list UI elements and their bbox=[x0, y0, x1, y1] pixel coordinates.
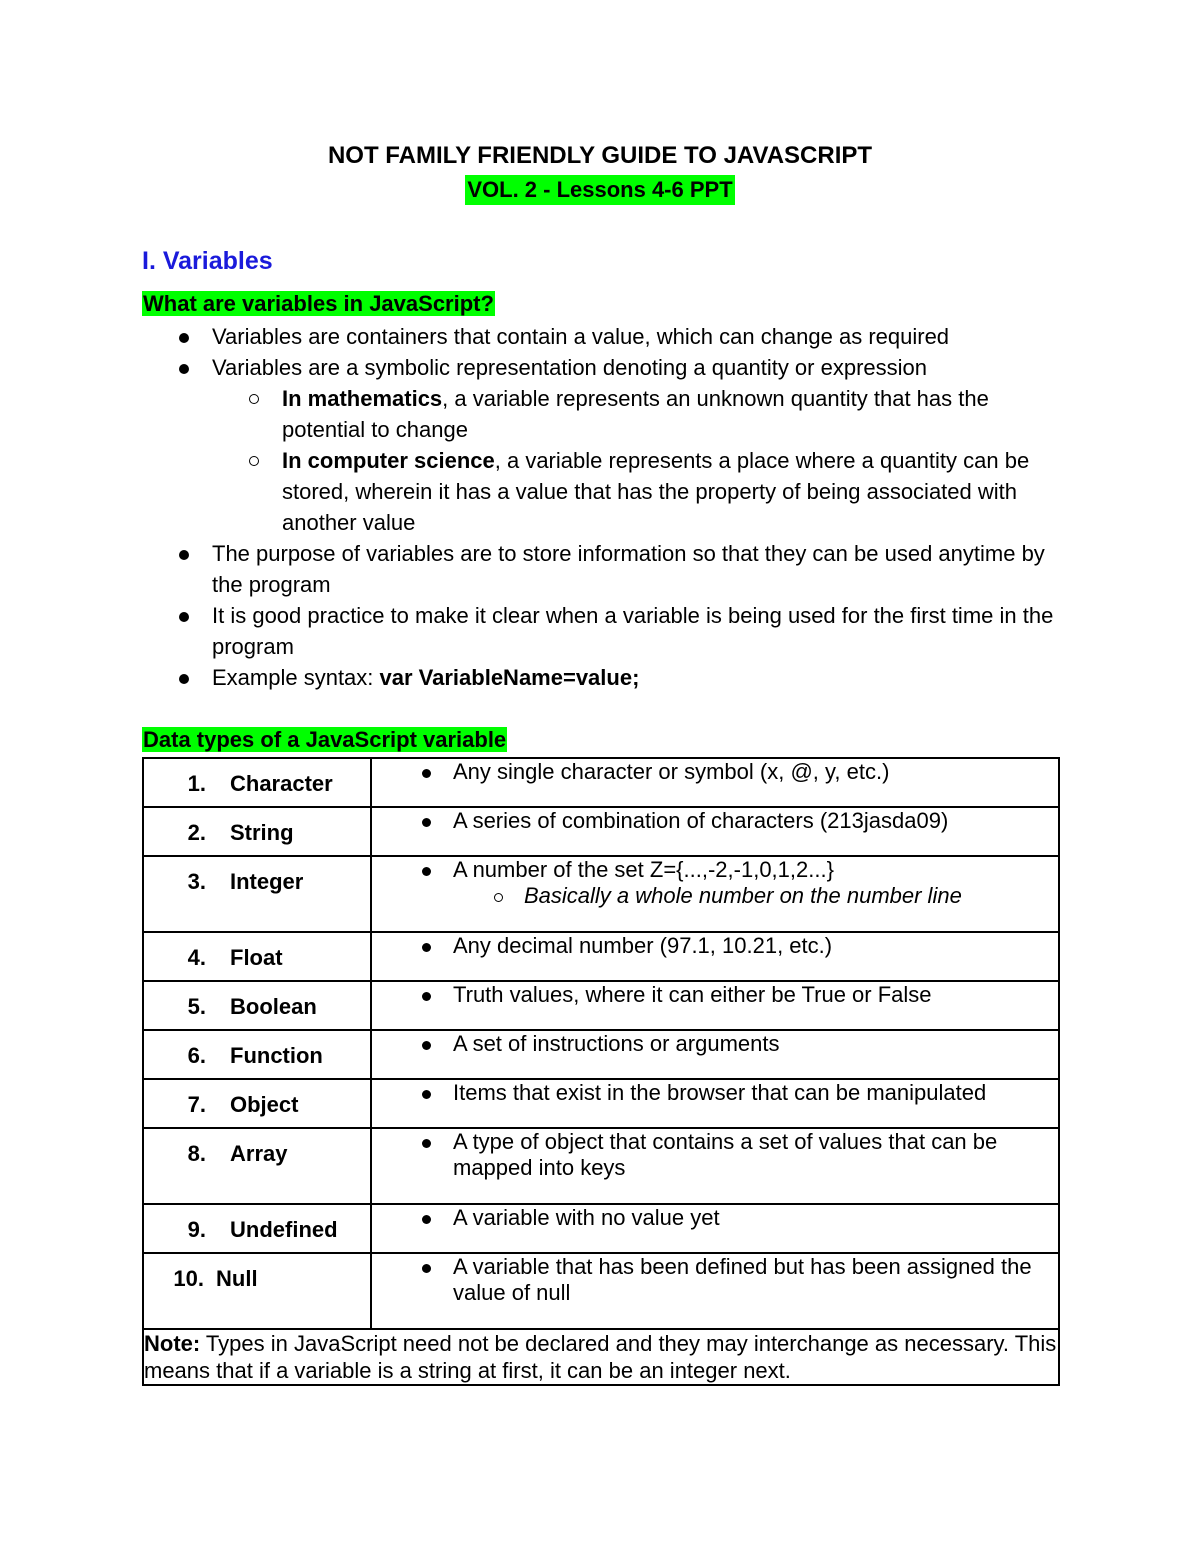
question-heading bbox=[142, 290, 495, 318]
data-type-number: 5. bbox=[187, 994, 206, 1019]
data-type-name: Boolean bbox=[230, 994, 317, 1019]
data-type-description: A set of instructions or arguments bbox=[372, 1031, 1058, 1057]
data-type-description-cell bbox=[371, 856, 1059, 932]
data-type-description-cell bbox=[371, 1128, 1059, 1204]
data-type-number: 6. bbox=[187, 1043, 206, 1068]
bullet-item: Variables are a symbolic representation denoting a quantity or expression bbox=[142, 352, 1072, 383]
data-type-row bbox=[143, 807, 1059, 856]
bullet-item bbox=[142, 662, 1072, 693]
data-type-label bbox=[144, 857, 370, 895]
syntax-example: var VariableName=value; bbox=[379, 665, 640, 690]
data-type-number: 3. bbox=[187, 869, 206, 894]
data-types-heading bbox=[142, 726, 507, 754]
data-type-description-cell bbox=[371, 1253, 1059, 1329]
data-type-name-cell bbox=[143, 807, 371, 856]
data-type-description-cell bbox=[371, 932, 1059, 981]
data-types-heading-text: Data types of a JavaScript variable bbox=[143, 727, 507, 752]
sub-bullet-bold: In computer science bbox=[282, 448, 495, 473]
data-type-row bbox=[143, 1253, 1059, 1329]
document-subtitle: VOL. 2 - Lessons 4-6 PPT bbox=[465, 175, 734, 205]
data-type-row bbox=[143, 981, 1059, 1030]
data-type-description: Any single character or symbol (x, @, y, etc.) bbox=[372, 759, 1058, 785]
note-label: Note: bbox=[144, 1331, 201, 1356]
data-type-description: A type of object that contains a set of values that can be mapped into keys bbox=[372, 1129, 1058, 1181]
data-type-description: A variable that has been defined but has been assigned the value of null bbox=[372, 1254, 1058, 1306]
data-type-name: Undefined bbox=[230, 1217, 338, 1242]
data-type-number: 2. bbox=[187, 820, 206, 845]
data-type-label bbox=[144, 1129, 370, 1167]
data-type-number: 8. bbox=[187, 1141, 206, 1166]
data-type-name: Array bbox=[230, 1141, 288, 1166]
data-type-description: Truth values, where it can either be True or False bbox=[372, 982, 1058, 1008]
data-type-description-cell bbox=[371, 981, 1059, 1030]
bullet-item: The purpose of variables are to store information so that they can be used anytime by the program bbox=[142, 538, 1072, 600]
question-heading-text: What are variables in JavaScript? bbox=[143, 291, 494, 316]
data-type-description: A variable with no value yet bbox=[372, 1205, 1058, 1231]
data-type-description: A number of the set Z={...,-2,-1,0,1,2...} bbox=[372, 857, 1058, 883]
document-title: NOT FAMILY FRIENDLY GUIDE TO JAVASCRIPT bbox=[327, 142, 873, 169]
data-type-label bbox=[144, 808, 370, 846]
data-type-row bbox=[143, 758, 1059, 807]
data-type-row bbox=[143, 1204, 1059, 1253]
data-type-name-cell bbox=[143, 932, 371, 981]
sub-bullet-item bbox=[142, 383, 1072, 445]
data-type-name-cell bbox=[143, 1030, 371, 1079]
data-type-name-cell bbox=[143, 981, 371, 1030]
data-types-table bbox=[142, 757, 1060, 1386]
data-type-number: 4. bbox=[187, 945, 206, 970]
sub-bullet-text: , a variable represents a place where a quantity can be stored, wherein it has a value that has the property of being associated with another value bbox=[282, 448, 1030, 535]
bullet-text: Example syntax: bbox=[212, 665, 380, 690]
note-row bbox=[143, 1329, 1059, 1385]
data-type-row bbox=[143, 1030, 1059, 1079]
data-type-name-cell bbox=[143, 1253, 371, 1329]
sub-bullet-bold: In mathematics bbox=[282, 386, 443, 411]
data-type-number: 10. bbox=[173, 1266, 204, 1291]
data-type-label bbox=[144, 1031, 370, 1069]
data-type-name: Character bbox=[230, 771, 333, 796]
variables-bullet-list bbox=[142, 321, 1072, 693]
data-type-label bbox=[144, 933, 370, 971]
data-type-label bbox=[144, 1254, 370, 1292]
data-type-description: Items that exist in the browser that can be manipulated bbox=[372, 1080, 1058, 1106]
data-type-name-cell bbox=[143, 1128, 371, 1204]
data-type-name: Float bbox=[230, 945, 283, 970]
data-type-name: Function bbox=[230, 1043, 323, 1068]
data-type-sub-description: Basically a whole number on the number line bbox=[372, 883, 1058, 909]
data-type-description-cell bbox=[371, 807, 1059, 856]
subtitle-wrap bbox=[0, 175, 1200, 205]
sub-bullet-text: , a variable represents an unknown quantity that has the potential to change bbox=[282, 386, 989, 442]
bullet-item: Variables are containers that contain a value, which can change as required bbox=[142, 321, 1072, 352]
bullet-item: It is good practice to make it clear when a variable is being used for the first time in the program bbox=[142, 600, 1072, 662]
data-type-description: A series of combination of characters (213jasda09) bbox=[372, 808, 1058, 834]
data-type-description-cell bbox=[371, 758, 1059, 807]
note-cell bbox=[143, 1329, 1059, 1385]
data-type-row bbox=[143, 1079, 1059, 1128]
data-type-name: Integer bbox=[230, 869, 304, 894]
data-type-number: 1. bbox=[187, 771, 206, 796]
data-type-description: Any decimal number (97.1, 10.21, etc.) bbox=[372, 933, 1058, 959]
section-heading: I. Variables bbox=[142, 247, 273, 275]
note-text: Types in JavaScript need not be declared and they may interchange as necessary. This means that if a variable is a string at first, it can be an integer next. bbox=[144, 1331, 1057, 1383]
data-type-number: 7. bbox=[187, 1092, 206, 1117]
data-type-number: 9. bbox=[187, 1217, 206, 1242]
data-type-name-cell bbox=[143, 1204, 371, 1253]
data-type-name: Object bbox=[230, 1092, 299, 1117]
data-type-description-cell bbox=[371, 1204, 1059, 1253]
data-type-name-cell bbox=[143, 856, 371, 932]
data-type-name: Null bbox=[216, 1266, 258, 1291]
data-type-row bbox=[143, 932, 1059, 981]
data-types-table-body bbox=[143, 758, 1059, 1385]
data-type-label bbox=[144, 982, 370, 1020]
data-type-row bbox=[143, 856, 1059, 932]
data-type-name-cell bbox=[143, 1079, 371, 1128]
data-type-label bbox=[144, 1080, 370, 1118]
data-type-name: String bbox=[230, 820, 294, 845]
sub-bullet-item bbox=[142, 445, 1072, 538]
data-type-description-cell bbox=[371, 1030, 1059, 1079]
data-type-name-cell bbox=[143, 758, 371, 807]
data-type-label bbox=[144, 759, 370, 797]
data-type-description-cell bbox=[371, 1079, 1059, 1128]
data-type-label bbox=[144, 1205, 370, 1243]
data-type-row bbox=[143, 1128, 1059, 1204]
